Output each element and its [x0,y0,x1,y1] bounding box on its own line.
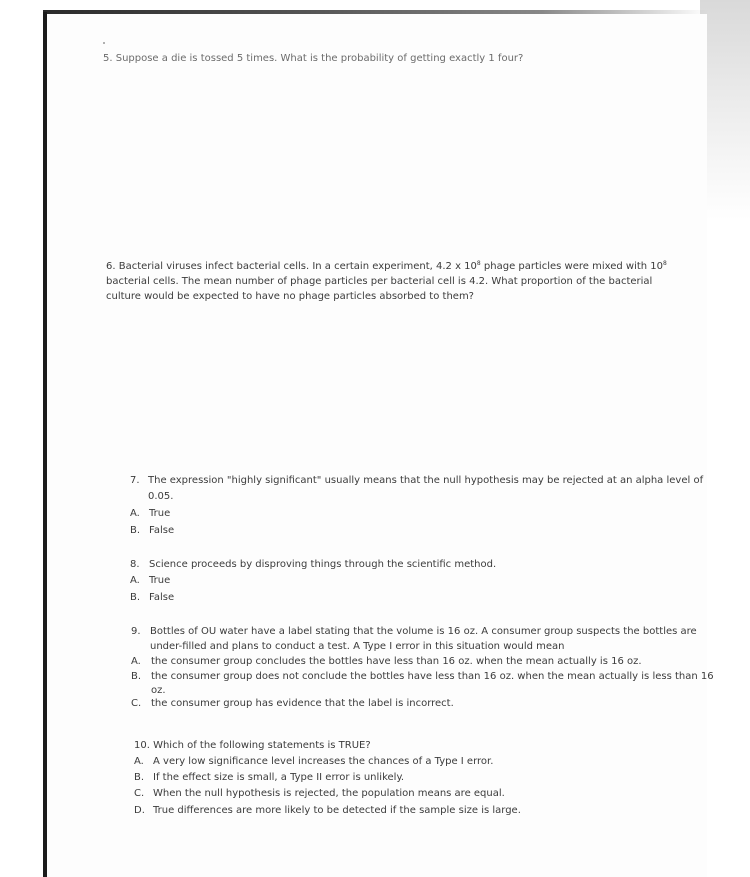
question-9-option-b-line2: oz. [151,685,166,696]
question-9-number: 9. [131,626,141,637]
question-10-option-a-letter: A. [134,756,144,767]
question-7-line2: 0.05. [148,491,174,502]
question-8-option-a: True [149,575,171,586]
question-6-exponent-2: 8 [663,260,667,267]
question-6-part1: 6. Bacterial viruses infect bacterial cells. In a certain experiment, 4.2 x 10 [106,261,477,272]
question-8-text: Science proceeds by disproving things through the scientific method. [149,559,497,570]
question-7-number: 7. [130,475,140,486]
question-9-line1: Bottles of OU water have a label stating that the volume is 16 oz. A consumer group suspects the bottles are [150,626,697,637]
speck [103,42,105,44]
question-9-option-a: the consumer group concludes the bottles have less than 16 oz. when the mean actually is 16 oz. [151,656,642,667]
question-9-option-c-letter: C. [131,698,142,709]
question-8-number: 8. [130,559,140,570]
question-10-option-c: When the null hypothesis is rejected, the population means are equal. [153,788,505,799]
question-9-option-c: the consumer group has evidence that the label is incorrect. [151,698,454,709]
question-7-option-a: True [149,508,171,519]
question-9-option-b-line1: the consumer group does not conclude the bottles have less than 16 oz. when the mean actually is less than 16 [151,671,714,682]
question-9-option-a-letter: A. [131,656,141,667]
question-7-line1: The expression "highly significant" usually means that the null hypothesis may be rejected at an alpha level of [148,475,704,486]
question-10-option-c-letter: C. [134,788,145,799]
question-7-option-b-letter: B. [130,525,141,536]
question-9-line2: under-filled and plans to conduct a test. A Type I error in this situation would mean [150,641,565,652]
page-edge-top [43,10,708,14]
question-6-exponent-1: 8 [476,260,481,267]
question-8-option-b: False [149,592,175,603]
question-6 [106,259,676,304]
question-6-part2: phage particles were mixed with 10 [480,261,664,272]
question-10-text: 10. Which of the following statements is TRUE? [134,740,371,751]
page-shadow-right [700,0,750,220]
question-9-option-b-letter: B. [131,671,142,682]
question-7-option-a-letter: A. [130,508,140,519]
question-10-option-a: A very low significance level increases the chances of a Type I error. [153,756,494,767]
question-8-option-b-letter: B. [130,592,141,603]
question-10-option-d: True differences are more likely to be detected if the sample size is large. [153,805,521,816]
question-6-part3: bacterial cells. The mean number of phage particles per bacterial cell is 4.2. What proportion of the bacterial culture would be expected to have no phage particles absorbed to them? [106,276,653,302]
question-10-option-b: If the effect size is small, a Type II error is unlikely. [153,772,405,783]
question-10-option-b-letter: B. [134,772,145,783]
question-7-option-b: False [149,525,175,536]
question-5: 5. Suppose a die is tossed 5 times. What is the probability of getting exactly 1 four? [103,53,524,64]
page-edge-left [43,12,47,877]
question-10-option-d-letter: D. [134,805,145,816]
question-8-option-a-letter: A. [130,575,140,586]
